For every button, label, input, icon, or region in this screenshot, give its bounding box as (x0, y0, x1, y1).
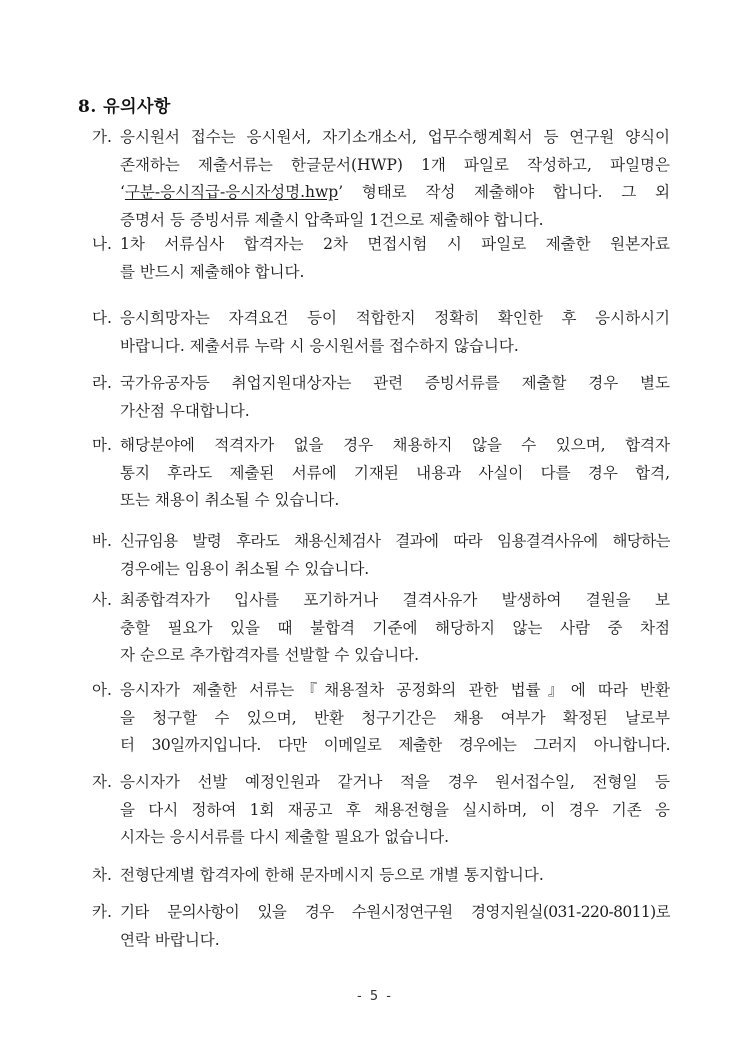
item-text (120, 899, 670, 954)
item-marker: 카. (92, 903, 112, 921)
item-line: 전형단계별 합격자에 한해 문자메시지 등으로 개별 통지합니다. (120, 866, 544, 884)
item-line: 응시희망자는 자격요건 등이 적합한지 정확히 확인한 후 응시하시기 (120, 309, 670, 327)
item-line: 터 30일까지입니다. 다만 이메일로 제출한 경우에는 그러지 아니합니다. (120, 736, 670, 754)
item-line-filename (120, 179, 670, 207)
item-marker: 나. (92, 235, 112, 253)
item-marker: 마. (92, 436, 112, 454)
item-line: 최종합격자가 입사를 포기하거나 결격사유가 발생하여 결원을 보 (120, 591, 670, 609)
item-text (120, 305, 670, 360)
item-marker: 라. (92, 374, 112, 392)
item-line: 응시자가 제출한 서류는『채용절차 공정화의 관한 법률』에 따라 반환 (120, 681, 670, 699)
item-line: 가산점 우대합니다. (120, 401, 250, 420)
item-line: 또는 채용이 취소될 수 있습니다. (120, 491, 340, 509)
item-text (120, 231, 670, 286)
item-line: 을 청구할 수 있으며, 반환 청구기간은 채용 여부가 확정된 날로부 (120, 708, 670, 727)
item-line: 기타 문의사항이 있을 경우 수원시정연구원 경영지원실(031-220-8011)로 (120, 903, 670, 921)
item-text (120, 370, 670, 425)
item-marker: 바. (92, 532, 112, 550)
item-line: 신규임용 발령 후라도 채용신체검사 결과에 따라 임용결격사유에 해당하는 (120, 532, 670, 550)
item-line: 경우에는 임용이 취소될 수 있습니다. (120, 559, 370, 578)
item-marker: 가. (92, 128, 112, 146)
item-text (120, 124, 670, 234)
item-marker: 차. (92, 866, 112, 884)
item-text (120, 432, 670, 515)
section-heading: 8. 유의사항 (78, 97, 171, 117)
item-line: 응시원서 접수는 응시원서, 자기소개소서, 업무수행계획서 등 연구원 양식이 (120, 128, 670, 146)
item-line: 해당분야에 적격자가 없을 경우 채용하지 않을 수 있으며, 합격자 (120, 436, 670, 454)
item-line: 통지 후라도 제출된 서류에 기재된 내용과 사실이 다를 경우 합격, (120, 463, 670, 482)
quote-open: ‘ (120, 183, 125, 201)
item-text (120, 587, 670, 670)
item-text (120, 862, 670, 890)
item-line: 1차 서류심사 합격자는 2차 면접시험 시 파일로 제출한 원본자료 (120, 235, 670, 253)
item-line: 국가유공자등 취업지원대상자는 관련 증빙서류를 제출할 경우 별도 (120, 374, 670, 392)
item-text (120, 677, 670, 760)
filename-suffix-text: ’ 형태로 작성 제출해야 합니다. 그 외 (338, 183, 670, 201)
item-text (120, 769, 670, 852)
item-line: 를 반드시 제출해야 합니다. (120, 262, 305, 281)
item-marker: 아. (92, 681, 112, 699)
item-line: 시자는 응시서류를 다시 제출할 필요가 없습니다. (120, 828, 450, 846)
item-line: 존재하는 제출서류는 한글문서(HWP) 1개 파일로 작성하고, 파일명은 (120, 155, 670, 174)
page-number: - 5 - (357, 989, 393, 1004)
item-marker: 사. (92, 591, 112, 609)
item-line: 바랍니다. 제출서류 누락 시 응시원서를 접수하지 않습니다. (120, 336, 519, 355)
item-line: 을 다시 정하여 1회 재공고 후 채용전형을 실시하며, 이 경우 기존 응 (120, 800, 670, 819)
item-line: 증명서 등 증빙서류 제출시 압축파일 1건으로 제출해야 합니다. (120, 210, 544, 229)
item-line: 자 순으로 추가합격자를 선발할 수 있습니다. (120, 646, 420, 664)
item-line: 응시자가 선발 예정인원과 같거나 적을 경우 원서접수일, 전형일 등 (120, 773, 670, 791)
filename-format: 구분-응시직급-응시자성명.hwp (124, 183, 339, 201)
item-line: 충할 필요가 있을 때 불합격 기준에 해당하지 않는 사람 중 차점 (120, 618, 670, 637)
item-text (120, 528, 670, 583)
item-marker: 다. (92, 309, 112, 327)
item-line: 연락 바랍니다. (120, 930, 220, 949)
item-marker: 자. (92, 773, 112, 791)
